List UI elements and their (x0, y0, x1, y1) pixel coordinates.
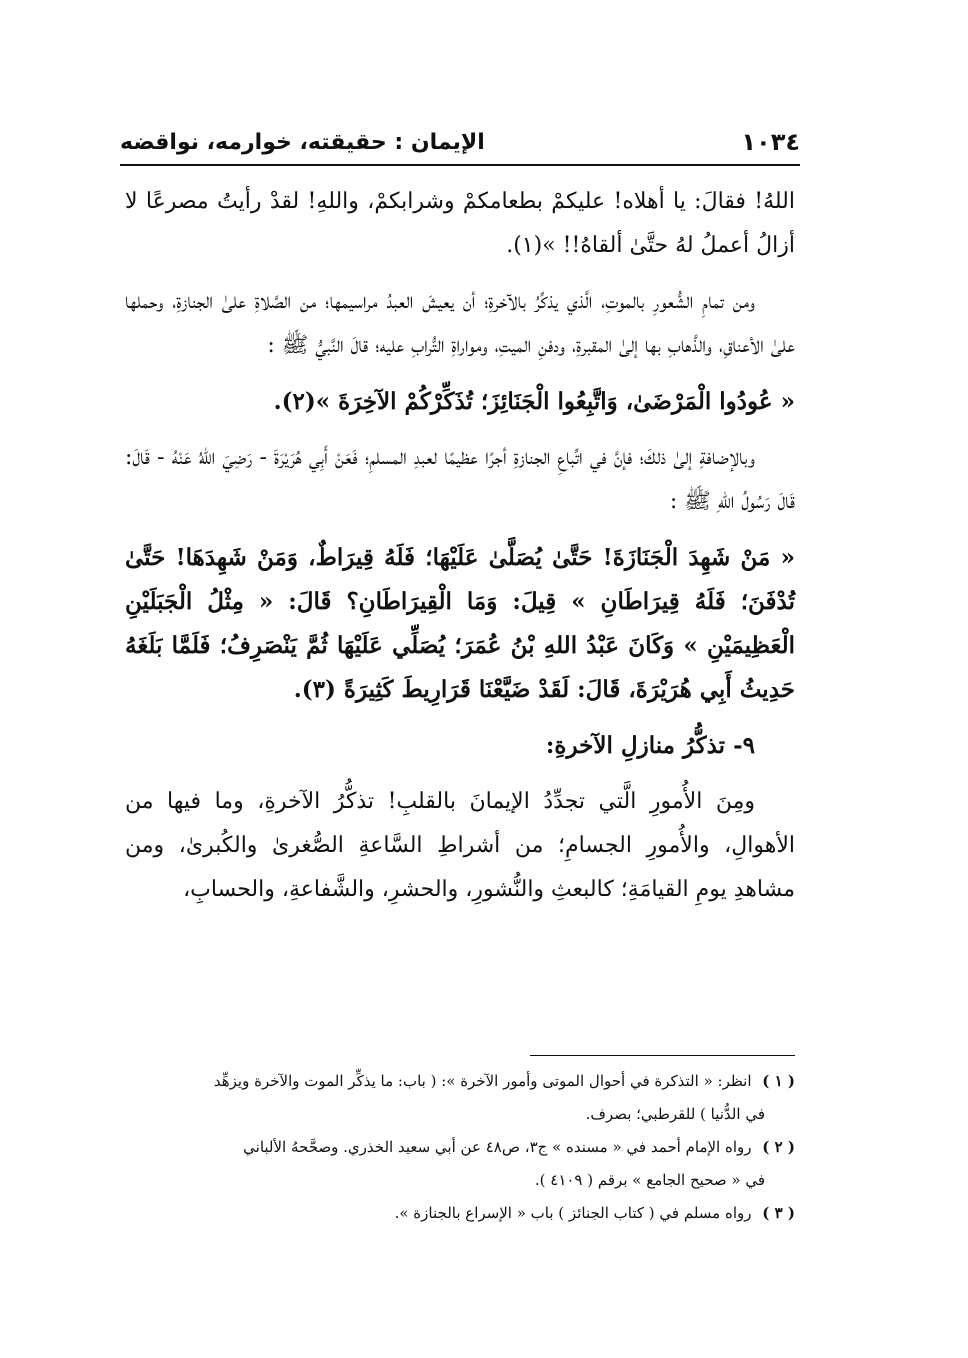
footnote-3 (125, 1197, 795, 1230)
footnotes (125, 1065, 795, 1230)
footnote-number: ( ١ ) (762, 1072, 795, 1090)
paragraph-remembering-hereafter: ومِنَ الأُمورِ الَّتي تجدِّدُ الإيمانَ بالقلبِ! تذكُّرُ الآخرةِ، وما فيها من الأهوالِ، والأُمورِ الجسامِ؛ من أشراطِ السَّاعةِ الصُّغرىٰ والكُبرىٰ، ومن مشاهدِ يومِ القيامَةِ؛ كالبعثِ والنُّشورِ، والحشرِ، والشَّفاعةِ، والحسابِ، (125, 789, 795, 902)
footnote-continuation: في الدُّنيا ) للقرطبي؛ بصرف. (585, 1105, 765, 1123)
paragraph-funeral-rites: ومن تمامِ الشُّعورِ بالموتِ، الَّذي يذكِّرُ بالآخرةِ؛ أن يعيشَ العبدُ مراسيمها؛ من الصَّلاةِ علىٰ الجنازةِ، وحملها علىٰ الأعناقِ، والذَّهابِ بها إلىٰ المقبرةِ، ودفنِ الميتِ، ومواراةِ التُّرابِ عليه؛ قالَ النَّبيُّ ﷺ : (125, 289, 795, 358)
page-header (120, 120, 800, 166)
hadith-qirat: « مَنْ شَهِدَ الْجَنَازَةَ! حَتَّىٰ يُصَلَّىٰ عَلَيْهَا؛ فَلَهُ قِيرَاطٌ، وَمَنْ شَهِدَهَا! حَتَّىٰ تُدْفَنَ؛ فَلَهُ قِيرَاطَانِ » قِيلَ: وَمَا الْقِيرَاطَانِ؟ قَالَ: « مِثْلُ الْجَبَلَيْنِ الْعَظِيمَيْنِ » وَكَانَ عَبْدُ اللهِ بْنُ عُمَرَ؛ يُصَلِّي عَلَيْهَا ثُمَّ يَنْصَرِفُ؛ فَلَمَّا بَلَغَهُ حَدِيثُ أَبِي هُرَيْرَةَ، قَالَ: لَقَدْ ضَيَّعْنَا قَرَارِيطَ كَثِيرَةً (٣). (125, 544, 795, 703)
footnote-1 (125, 1065, 795, 1131)
page-number: ١٠٣٤ (741, 128, 800, 156)
paragraph-funeral-reward: وبالإضافةِ إلىٰ ذلكَ؛ فإنَّ في اتِّباعِ الجنازةِ أجرًا عظيمًا لعبدِ المسلمِ؛ فَعَنْ أَبِي هُرَيْرَةَ - رَضِيَ اللهُ عَنْهُ - قَالَ: قَالَ رَسُولُ اللهِ ﷺ : (125, 445, 795, 514)
footnote-text: انظر: « التذكرة في أحوال الموتى وأمور الآخرة »: ( باب: ما يذكِّر الموت والآخرة ويزهِّد (213, 1072, 752, 1090)
footnote-2 (125, 1131, 795, 1197)
footnote-number: ( ٣ ) (762, 1204, 795, 1222)
footnote-continuation: في « صحيح الجامع » برقم ( ٤١٠٩ ). (534, 1171, 765, 1189)
hadith-visit-sick: « عُودُوا الْمَرْضَىٰ، وَاتَّبِعُوا الْجَنَائِزَ؛ تُذَكِّرْكُمْ الآخِرَةَ »(٢). (273, 388, 795, 415)
footnote-number: ( ٢ ) (762, 1138, 795, 1156)
running-title: الإيمان : حقيقته، خوارمه، نواقضه (120, 129, 485, 155)
section-heading: ٩- تذكُّرُ منازلِ الآخرةِ: (545, 732, 755, 759)
main-text (125, 180, 795, 924)
paragraph-quote-end: اللهُ! فقالَ: يا أهلاه! عليكمْ بطعامكمْ وشرابكمْ، واللهِ! لقدْ رأيتُ مصرعًا لا أزالُ أعملُ لهُ حتَّىٰ ألقاهُ!! »(١). (125, 189, 795, 258)
footnote-separator (530, 1055, 795, 1056)
footnote-text: رواه الإمام أحمد في « مسنده » ج٣، ص٤٨ عن أبي سعيد الخذري. وصحَّحهُ الألباني (243, 1138, 752, 1156)
footnote-text: رواه مسلم في ( كتاب الجنائز ) باب « الإسراع بالجنازة ». (394, 1204, 752, 1222)
